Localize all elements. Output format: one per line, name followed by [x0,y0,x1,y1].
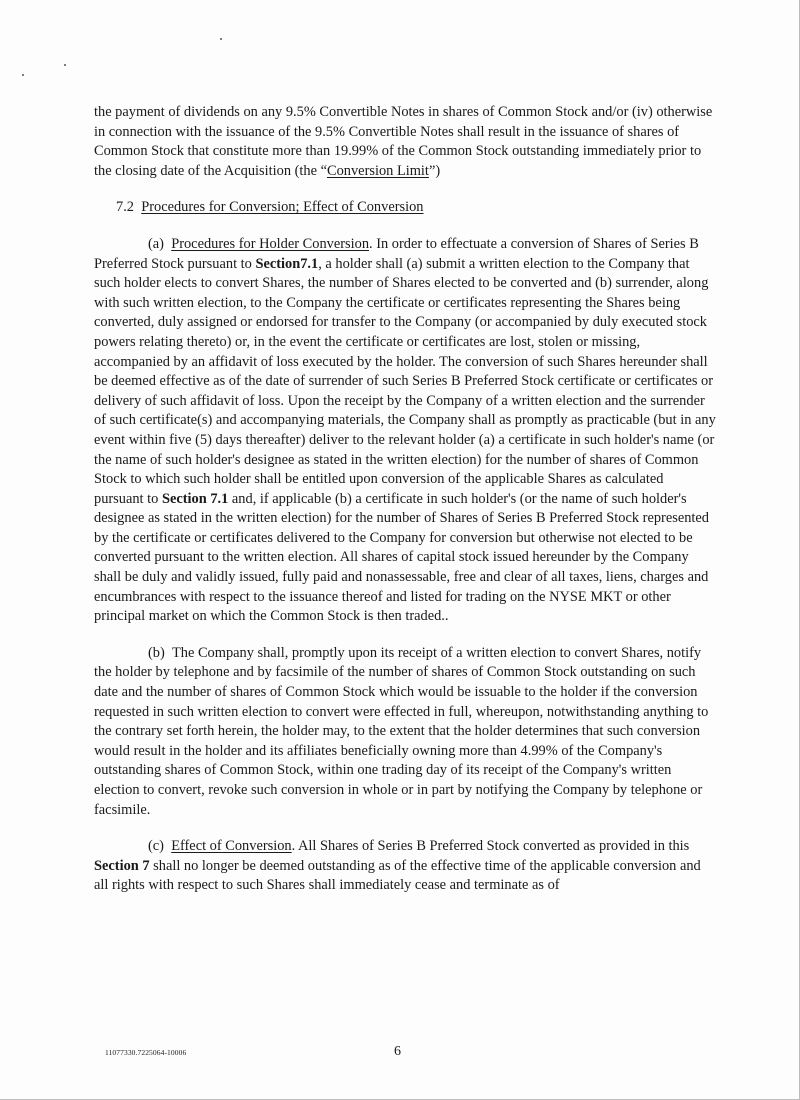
section-heading [94,198,716,218]
document-body [94,103,716,896]
section-number: 7.2 [116,199,134,216]
continuation-paragraph: the payment of dividends on any 9.5% Convertible Notes in shares of Common Stock and/or (iv) otherwise in connection with the issuance of the 9.5% Convertible Notes shall result in the issuance of shares of Common Stock that constitute more than 19.99% of the Common Stock outstanding immediately prior to the closing date of the Acquisition (the “Conversion Limit”) [94,104,713,179]
scan-speck [22,74,24,76]
paragraph-marker: (b) [148,644,165,661]
document-id: 11077330.7225064-10006 [105,1048,187,1057]
section-reference: Section 7.1 [161,490,229,507]
section-reference: Section7.1 [255,255,319,272]
paragraph-a: (a) Procedures for Holder Conversion. In order to effectuate a conversion of Shares of Series B Preferred Stock pursuant to Section7.1, a holder shall (a) submit a written election to the Company that such holder elects to convert Shares, the number of Shares elected to be converted and (b) surrender, along with such written election, to the Company the certificate or certificates representing the Shares being converted, duly assigned or endorsed for transfer to the Company (or accompanied by duly executed stock powers relating thereto) or, in the event the certificate or certificates are lost, stolen or missing, accompanied by an affidavit of loss executed by the holder. The conversion of such Shares hereunder shall be deemed effective as of the date of surrender of such Series B Preferred Stock certificate or certificates or delivery of such affidavit of loss. Upon the receipt by the Company of a written election and the surrender of such certificate(s) and accompanying materials, the Company shall as promptly as practicable (but in any event within five (5) days thereafter) deliver to the relevant holder (a) a certificate in such holder's name (or the name of such holder's designee as stated in the written election) for the number of shares of Common Stock to which such holder shall be entitled upon conversion of the applicable Shares as calculated pursuant to Section 7.1 and, if applicable (b) a certificate in such holder's (or the name of such holder's designee as stated in the written election) for the number of Shares of Series B Preferred Stock represented by the certificate or certificates delivered to the Company for conversion but otherwise not elected to be converted pursuant to the written election. All shares of capital stock issued hereunder by the Company shall be duly and validly issued, fully paid and nonassessable, free and clear of all taxes, liens, charges and encumbrances with respect to the issuance thereof and listed for trading on the NYSE MKT or other principal market on which the Common Stock is then traded.. [94,235,716,625]
paragraph-c: (c) Effect of Conversion. All Shares of Series B Preferred Stock converted as provided in this Section 7 shall no longer be deemed outstanding as of the effective time of the applicable conversion and all rights with respect to such Shares shall immediately cease and terminate as of [94,838,701,894]
scan-speck [64,64,66,66]
paragraph-heading: Effect of Conversion [171,838,292,855]
scan-speck [220,38,222,40]
paragraph-b: (b) The Company shall, promptly upon its receipt of a written election to convert Shares, notify the holder by telephone and by facsimile of the number of shares of Common Stock outstanding on such date and the number of shares of Common Stock which would be issuable to the holder if the conversion requested in such written election to convert were effected in full, whereupon, notwithstanding anything to the contrary set forth herein, the holder may, to the extent that the holder determines that such conversion would result in the holder and its affiliates beneficially owning more than 4.99% of the Company's outstanding shares of Common Stock, within one trading day of its receipt of the Company's written election to convert, revoke such conversion in whole or in part by notifying the Company by telephone or facsimile. [94,644,709,818]
section-title: Procedures for Conversion; Effect of Conversion [141,199,424,216]
section-reference: Section 7 [94,857,150,874]
page-number: 6 [394,1044,401,1059]
paragraph-marker: (a) [148,235,164,252]
defined-term: Conversion Limit [327,162,429,179]
paragraph-marker: (c) [148,838,164,855]
paragraph-heading: Procedures for Holder Conversion [171,235,370,252]
